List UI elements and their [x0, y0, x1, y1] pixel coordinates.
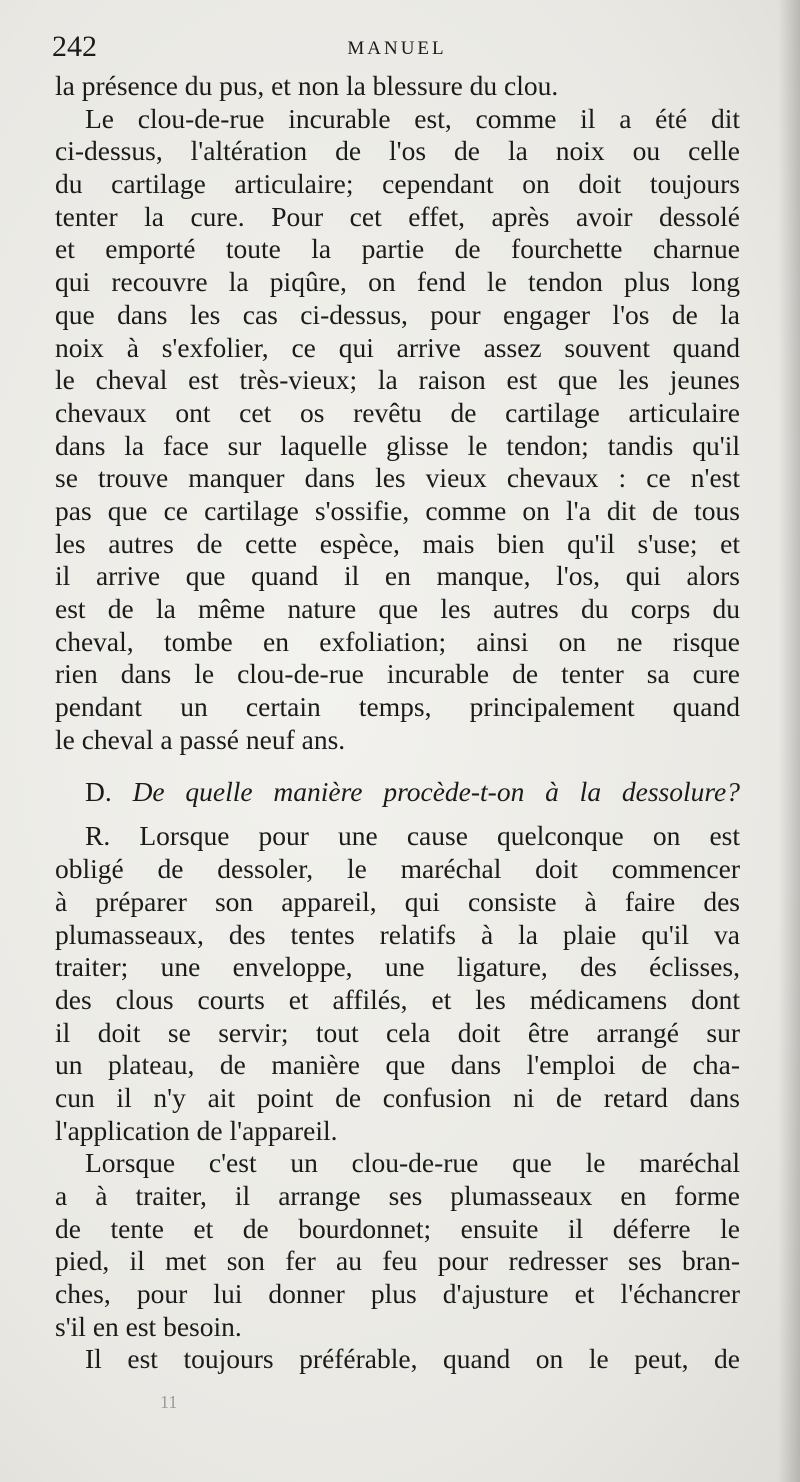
- text-line: le cheval est très-vieux; la raison est que les jeunes: [55, 364, 740, 396]
- text-line: Il est toujours préférable, quand on le peut, de: [85, 1343, 740, 1375]
- text-line: obligé de dessoler, le maréchal doit commencer: [55, 853, 740, 885]
- question-label: D.: [85, 776, 112, 808]
- text-line: noix à s'exfolier, ce qui arrive assez souvent quand: [55, 331, 740, 363]
- text-line: la présence du pus, et non la blessure du clou.: [55, 70, 559, 101]
- running-title: MANUEL: [347, 38, 447, 59]
- text-line: ches, pour lui donner plus d'ajusture et l'échancrer: [55, 1278, 740, 1310]
- page-number: 242: [52, 30, 97, 63]
- text-line: cun il n'y ait point de confusion ni de retard dans: [55, 1081, 740, 1113]
- text-line: les autres de cette espèce, mais bien qu'il s'use; et: [55, 527, 740, 559]
- page-edge-shadow: [778, 0, 800, 1482]
- text-line: que dans les cas ci-dessus, pour engager l'os de la: [55, 298, 740, 330]
- text-line: est de la même nature que les autres du corps du: [55, 593, 740, 624]
- text-line: tenter la cure. Pour cet effet, après avoir dessolé: [55, 200, 740, 232]
- text-line: l'application de l'appareil.: [55, 1114, 338, 1146]
- text-line: de tente et de bourdonnet; ensuite il déferre le: [55, 1212, 740, 1244]
- text-line: pendant un certain temps, principalement quand: [55, 691, 740, 723]
- question-heading: [55, 756, 740, 820]
- text-line: il arrive que quand il en manque, l'os, qui alors: [55, 560, 740, 592]
- text-line: a à traiter, il arrange ses plumasseaux en forme: [55, 1180, 740, 1211]
- text-line: s'il en est besoin.: [55, 1310, 242, 1342]
- text-line: plumasseaux, des tentes relatifs à la plaie qu'il va: [55, 918, 740, 950]
- question-text: De quelle manière procède-t-on à la dessolure?: [132, 776, 740, 808]
- text-line: dans la face sur laquelle glisse le tendon; tandis qu'il: [55, 429, 740, 461]
- text-line: le cheval a passé neuf ans.: [55, 723, 346, 755]
- text-line: du cartilage articulaire; cependant on doit toujours: [55, 168, 740, 200]
- text-line: des clous courts et affilés, et les médicamens dont: [55, 983, 740, 1015]
- text-line: pas que ce cartilage s'ossifie, comme on l'a dit de tous: [55, 494, 740, 526]
- text-line: R. Lorsque pour une cause quelconque on est: [85, 820, 740, 852]
- text-line: se trouve manquer dans les vieux chevaux : ce n'est: [55, 462, 740, 494]
- text-line: un plateau, de manière que dans l'emploi de cha-: [55, 1049, 740, 1081]
- text-line: traiter; une enveloppe, une ligature, des éclisses,: [55, 951, 740, 983]
- signature-mark: 11: [160, 1392, 178, 1412]
- text-line: rien dans le clou-de-rue incurable de tenter sa cure: [55, 658, 740, 690]
- text-line: Lorsque c'est un clou-de-rue que le maréchal: [85, 1147, 740, 1179]
- page-header: [52, 30, 742, 70]
- text-line: cheval, tombe en exfoliation; ainsi on ne risque: [55, 625, 740, 657]
- text-line: qui recouvre la piqûre, on fend le tendon plus long: [55, 266, 740, 298]
- text-line: pied, il met son fer au feu pour redresser ses bran-: [55, 1245, 740, 1277]
- text-line: Le clou-de-rue incurable est, comme il a été dit: [85, 102, 740, 134]
- text-line: à préparer son appareil, qui consiste à faire des: [55, 885, 740, 917]
- text-line: chevaux ont cet os revêtu de cartilage articulaire: [55, 396, 740, 428]
- text-line: et emporté toute la partie de fourchette charnue: [55, 233, 740, 265]
- text-line: il doit se servir; tout cela doit être arrangé sur: [55, 1016, 740, 1048]
- text-line: ci-dessus, l'altération de l'os de la noix ou celle: [55, 135, 740, 167]
- body-text: [55, 70, 740, 1376]
